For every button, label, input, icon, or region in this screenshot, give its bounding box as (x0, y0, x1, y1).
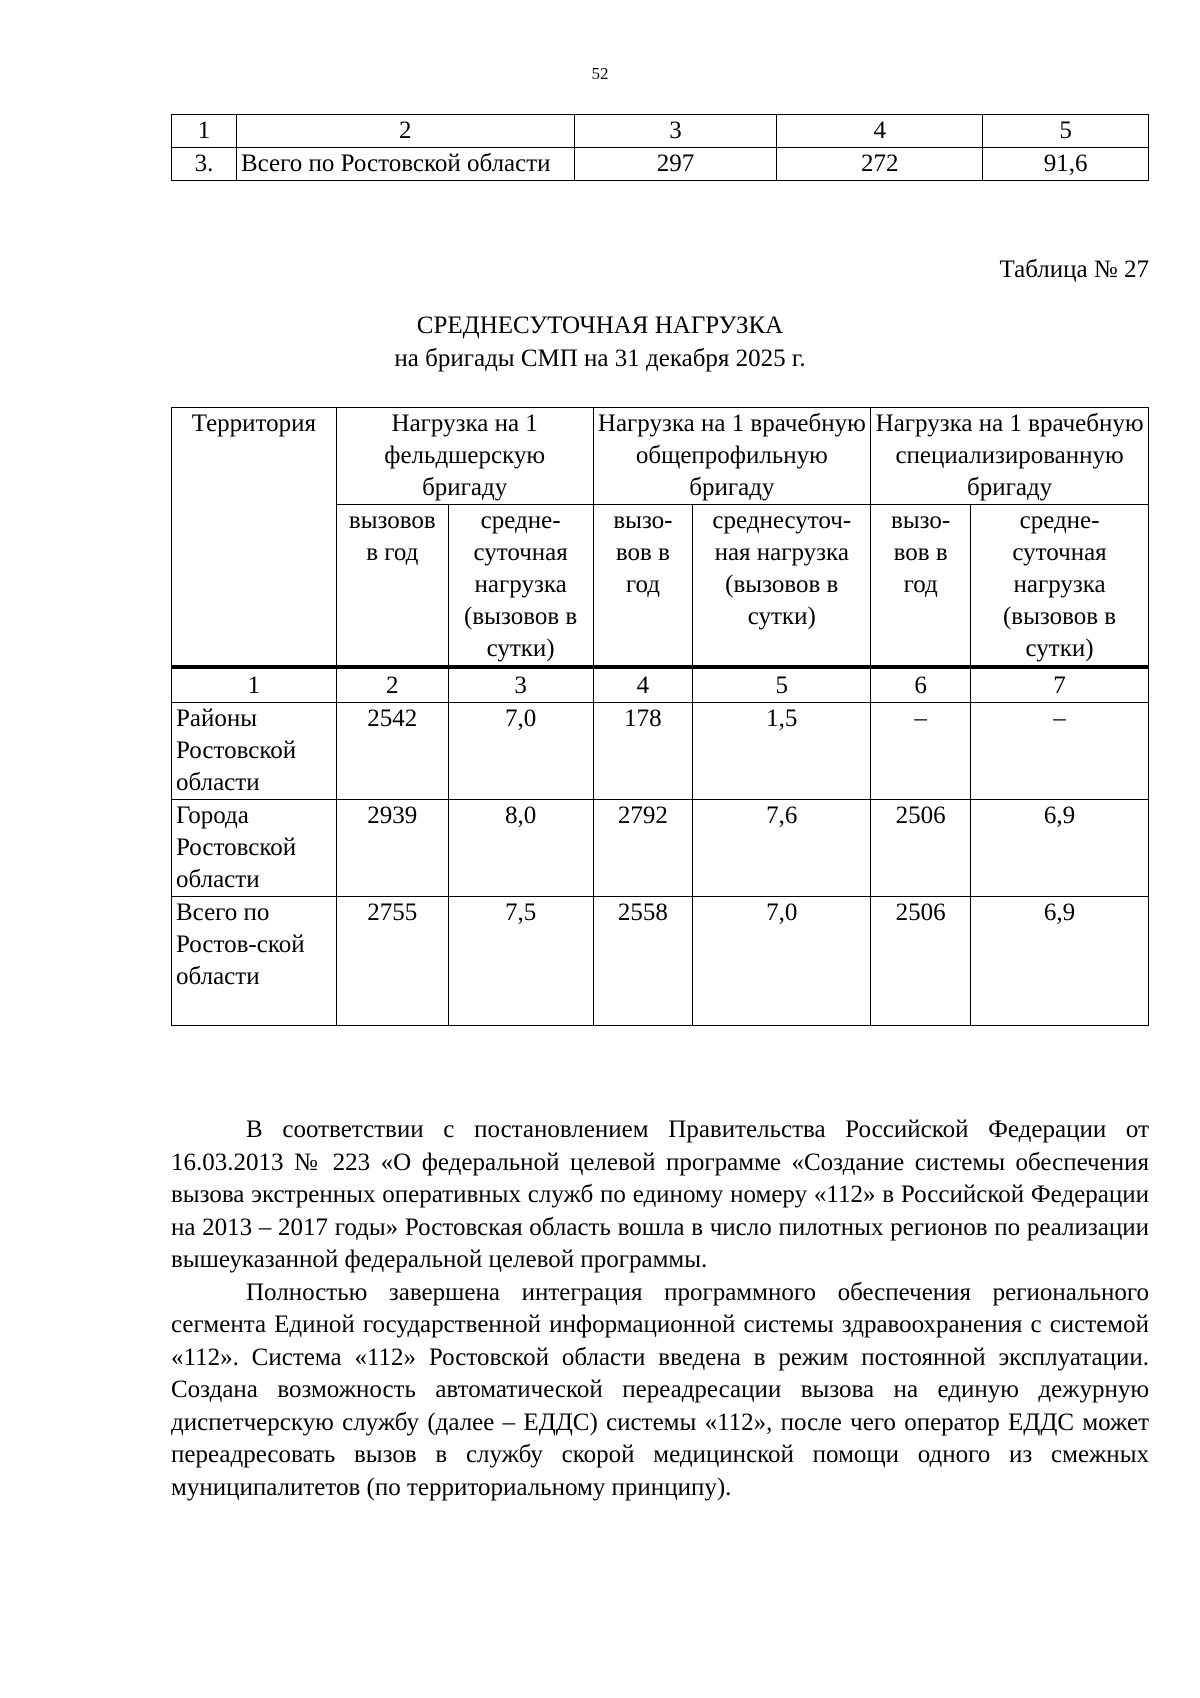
territory-cell: Районы Ростовской области (172, 703, 337, 800)
table-cell: – (871, 703, 971, 800)
sub-header: среднесуточ-ная нагрузка (вызовов в сутки) (693, 505, 871, 668)
table-row (172, 800, 1149, 897)
table-cell: 272 (777, 148, 983, 181)
table-title (0, 309, 1200, 375)
column-number: 3 (574, 115, 777, 148)
sub-header: вызо-вов в год (593, 505, 693, 668)
territory-header: Территория (172, 408, 337, 668)
table-cell: 7,6 (693, 800, 871, 897)
table-cell: 2506 (871, 897, 971, 1026)
column-number: 6 (871, 667, 971, 703)
column-number: 2 (236, 115, 574, 148)
row-number: 3. (172, 148, 237, 181)
table-cell: 8,0 (448, 800, 593, 897)
table-cell: 2506 (871, 800, 971, 897)
column-number: 1 (172, 667, 337, 703)
sub-header: средне-суточная нагрузка (вызовов в сутки) (971, 505, 1149, 668)
row-name: Всего по Ростовской области (236, 148, 574, 181)
table-cell: 91,6 (983, 148, 1149, 181)
sub-header: средне-суточная нагрузка (вызовов в сутки) (448, 505, 593, 668)
column-number: 4 (593, 667, 693, 703)
sub-header: вызовов в год (336, 505, 448, 668)
territory-cell: Всего по Ростов-ской области (172, 897, 337, 1026)
table-label: Таблица № 27 (999, 256, 1149, 283)
table-cell: 1,5 (693, 703, 871, 800)
table-cell: 6,9 (971, 897, 1149, 1026)
group-header-general: Нагрузка на 1 врачебную общепрофильную бригаду (593, 408, 871, 505)
table-row (172, 897, 1149, 1026)
table-cell: 178 (593, 703, 693, 800)
table-cell: 2755 (336, 897, 448, 1026)
paragraph: В соответствии с постановлением Правительства Российской Федерации от 16.03.2013 № 223 «О федеральной целевой программе «Создание системы обеспечения вызова экстренных оперативных служб по единому номеру «112» в Российской Федерации на 2013 – 2017 годы» Ростовская область вошла в число пилотных регионов по реализации вышеуказанной федеральной целевой программы. (171, 1116, 1149, 1273)
table-cell: 297 (574, 148, 777, 181)
column-number: 5 (693, 667, 871, 703)
page-number: 52 (591, 64, 609, 83)
column-number: 5 (983, 115, 1149, 148)
group-header-row (172, 408, 1149, 505)
table-cell: 2792 (593, 800, 693, 897)
table-row (172, 148, 1149, 181)
column-number: 7 (971, 667, 1149, 703)
previous-table-continuation (171, 114, 1149, 181)
table-title-line: СРЕДНЕСУТОЧНАЯ НАГРУЗКА (416, 312, 784, 339)
column-number-row (172, 667, 1149, 703)
paragraph: Полностью завершена интеграция программного обеспечения регионального сегмента Единой государственной информационной системы здравоохранения с системой «112». Система «112» Ростовской области введена в режим постоянной эксплуатации. Создана возможность автоматической переадресации вызова на единую дежурную диспетчерскую службу (далее – ЕДДС) системы «112», после чего оператор ЕДДС может переадресовать вызов в службу скорой медицинской помощи одного из смежных муниципалитетов (по территориальному принципу). (171, 1278, 1149, 1501)
column-number: 2 (336, 667, 448, 703)
column-number: 1 (172, 115, 237, 148)
group-header-specialized: Нагрузка на 1 врачебную специализированную бригаду (871, 408, 1149, 505)
table-row (172, 703, 1149, 800)
table-cell: 7,0 (448, 703, 593, 800)
table-cell: 2542 (336, 703, 448, 800)
table-subtitle-line: на бригады СМП на 31 декабря 2025 г. (394, 345, 806, 372)
sub-header: вызо-вов в год (871, 505, 971, 668)
body-text (171, 1114, 1149, 1504)
table-cell: 6,9 (971, 800, 1149, 897)
table-cell: 7,5 (448, 897, 593, 1026)
table-header-row (172, 115, 1149, 148)
load-table (171, 407, 1149, 1026)
column-number: 3 (448, 667, 593, 703)
territory-cell: Города Ростовской области (172, 800, 337, 897)
table-cell: 7,0 (693, 897, 871, 1026)
table-cell: 2558 (593, 897, 693, 1026)
column-number: 4 (777, 115, 983, 148)
table-cell: – (971, 703, 1149, 800)
group-header-feldsher: Нагрузка на 1 фельдшерскую бригаду (336, 408, 593, 505)
table-cell: 2939 (336, 800, 448, 897)
